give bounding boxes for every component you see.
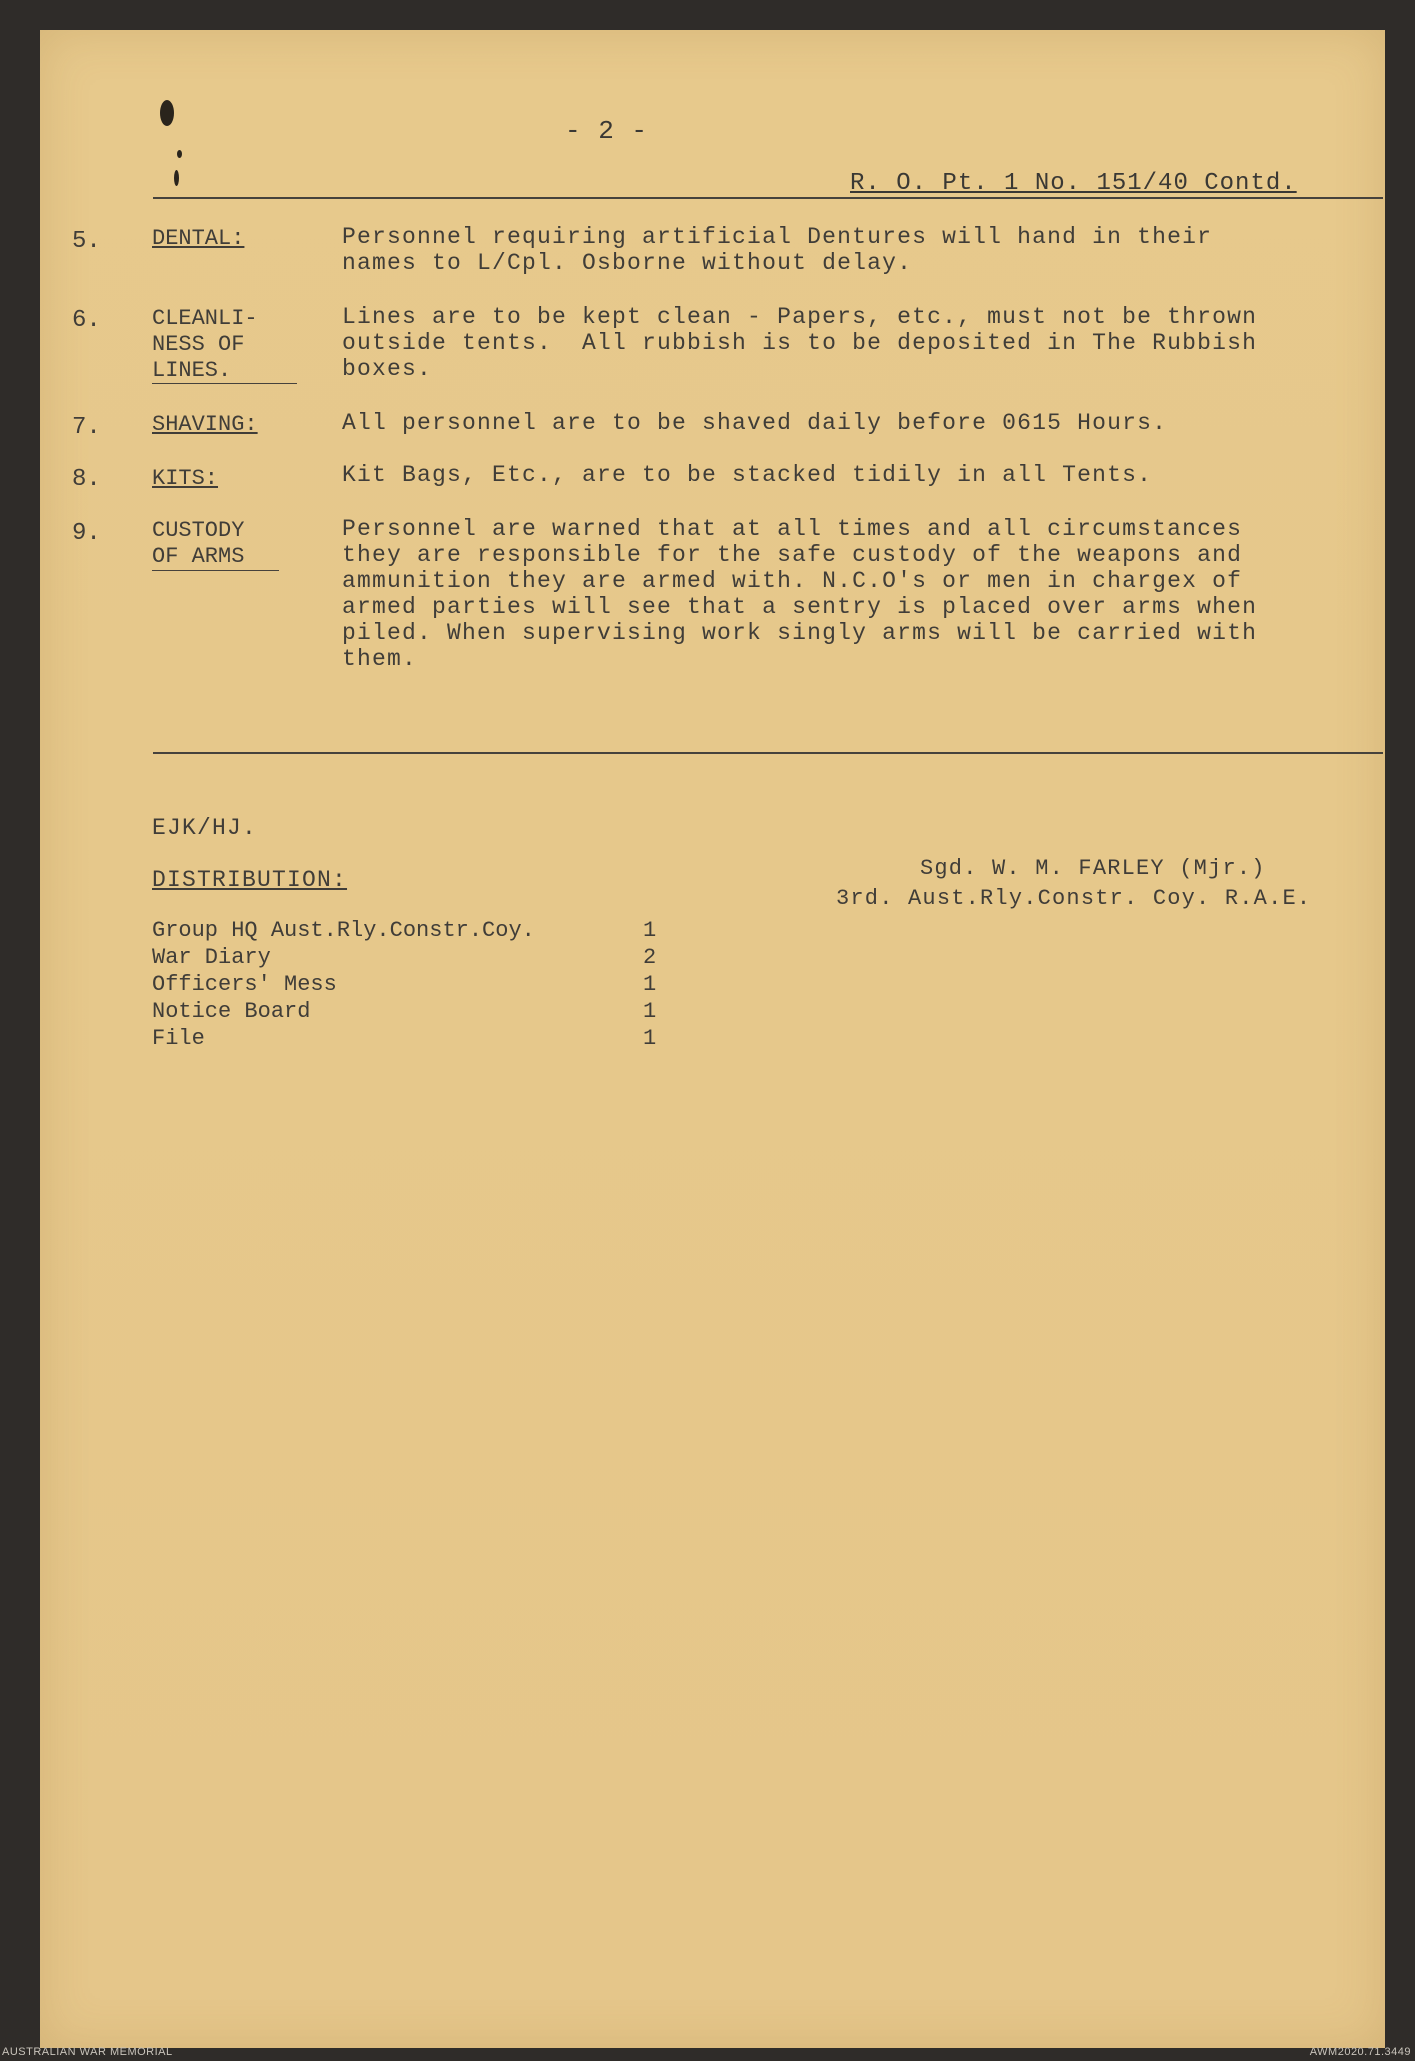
page-number: - 2 - bbox=[565, 116, 649, 146]
item-number: 8. bbox=[72, 466, 101, 493]
distribution-entry: File bbox=[152, 1026, 205, 1051]
typist-initials: EJK/HJ. bbox=[152, 815, 258, 841]
distribution-entry: War Diary bbox=[152, 945, 271, 970]
distribution-entry: Notice Board bbox=[152, 999, 311, 1024]
item-body: Personnel requiring artificial Dentures will hand in their names to L/Cpl. Osborne without delay. bbox=[342, 224, 1213, 276]
section-divider bbox=[153, 752, 1383, 754]
distribution-count: 1 bbox=[643, 999, 657, 1024]
item-title: DENTAL: bbox=[152, 226, 245, 251]
signature-name: Sgd. W. M. FARLEY (Mjr.) bbox=[920, 856, 1266, 881]
item-number: 5. bbox=[72, 228, 101, 255]
order-reference: R. O. Pt. 1 No. 151/40 Contd. bbox=[850, 170, 1297, 197]
item-number: 9. bbox=[72, 520, 101, 547]
ink-stain bbox=[177, 150, 182, 158]
distribution-count: 1 bbox=[643, 1026, 657, 1051]
ink-stain bbox=[174, 170, 179, 186]
ink-stain bbox=[160, 100, 174, 126]
distribution-count: 1 bbox=[643, 918, 657, 943]
signature-unit: 3rd. Aust.Rly.Constr. Coy. R.A.E. bbox=[836, 886, 1312, 911]
item-title-underline bbox=[152, 570, 279, 571]
item-body: Kit Bags, Etc., are to be stacked tidily in all Tents. bbox=[342, 462, 1153, 488]
distribution-heading: DISTRIBUTION: bbox=[152, 867, 348, 893]
item-body: All personnel are to be shaved daily before 0615 Hours. bbox=[342, 410, 1168, 436]
archive-credit: AUSTRALIAN WAR MEMORIAL bbox=[2, 2046, 173, 2058]
item-title: CLEANLI- NESS OF LINES. bbox=[152, 306, 258, 383]
item-title-underline bbox=[152, 383, 297, 384]
item-title: CUSTODY OF ARMS bbox=[152, 518, 245, 569]
archive-accession-number: AWM2020.71.3449 bbox=[1309, 2046, 1411, 2058]
item-title: KITS: bbox=[152, 466, 219, 491]
distribution-entry: Group HQ Aust.Rly.Constr.Coy. bbox=[152, 918, 535, 943]
item-body: Personnel are warned that at all times and all circumstances they are responsible for the safe custody of the weapons and ammunition they are armed with. N.C.O's or men in chargex of armed parties will see that a sentry is placed over arms when piled. When supervising work singly arms will be carried with them. bbox=[342, 516, 1258, 672]
distribution-count: 2 bbox=[643, 945, 657, 970]
distribution-count: 1 bbox=[643, 972, 657, 997]
distribution-entry: Officers' Mess bbox=[152, 972, 337, 997]
item-body: Lines are to be kept clean - Papers, etc., must not be thrown outside tents. All rubbish is to be deposited in The Rubbish boxes. bbox=[342, 304, 1258, 382]
item-number: 7. bbox=[72, 414, 101, 441]
item-title: SHAVING: bbox=[152, 412, 258, 437]
header-divider bbox=[153, 197, 1383, 199]
item-number: 6. bbox=[72, 307, 101, 334]
